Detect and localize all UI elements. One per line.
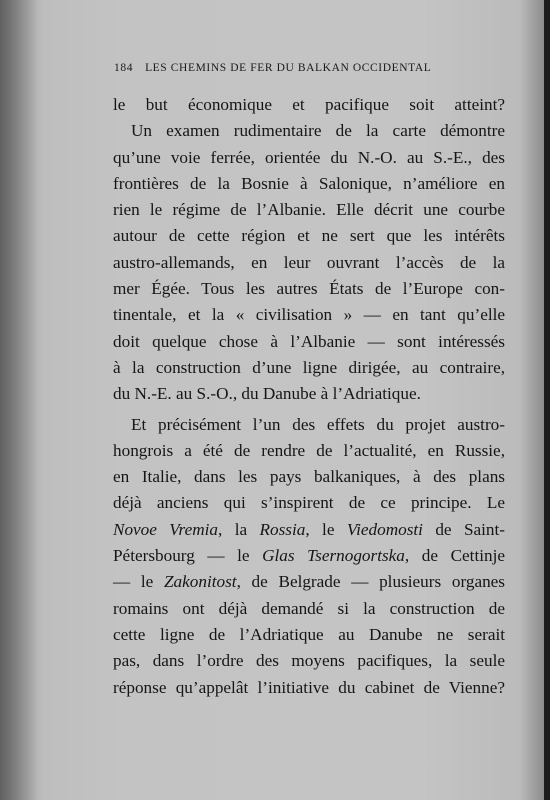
newspaper-title: Rossia	[259, 519, 306, 539]
text-line-with-titles: Novoe Vremia, la Rossia, le Viedomosti de Saint-	[113, 519, 506, 539]
text-line: le but économique et pacifique soit atteint?	[113, 95, 505, 114]
text-line: doit quelque chose à l’Albanie — sont intéressés	[113, 331, 505, 351]
text-line: rien le régime de l’Albanie. Elle décrit une courbe	[113, 200, 505, 220]
newspaper-title: Glas Tsernogortska	[262, 546, 405, 566]
text-line-with-titles: — le Zakonitost, de Belgrade — plusieurs organes	[113, 572, 505, 592]
text-line: qu’une voie ferrée, orientée du N.-O. au S.-E., des	[113, 147, 505, 167]
gutter-shadow	[0, 0, 38, 800]
running-title: LES CHEMINS DE FER DU BALKAN OCCIDENTAL	[145, 62, 432, 74]
text-line: hongrois a été de rendre de l’actualité, en Russie,	[113, 440, 505, 460]
page-number: 184	[114, 62, 134, 74]
text-line: réponse qu’appelât l’initiative du cabinet de Vienne?	[113, 677, 505, 697]
text-line-with-titles: Pétersbourg — le Glas Tsernogortska, de Cettinje	[113, 546, 505, 566]
paragraph-end-line: du N.-E. au S.-O., du Danube à l’Adriatique.	[113, 384, 421, 404]
running-header	[114, 62, 504, 74]
page-body	[113, 92, 505, 701]
text-line: autour de cette région et ne sert que les intérêts	[113, 226, 505, 246]
text-line: cette ligne de l’Adriatique au Danube ne serait	[113, 624, 505, 644]
text-line: pas, dans l’ordre des moyens pacifiques, la seule	[113, 651, 505, 671]
paragraph-start-line: Un examen rudimentaire de la carte démontre	[131, 121, 505, 141]
paragraph-start-line: Et précisément l’un des effets du projet austro-	[131, 414, 505, 434]
text-line: tinentale, et la « civilisation » — en tant qu’elle	[113, 305, 505, 325]
text-line: en Italie, dans les pays balkaniques, à des plans	[113, 467, 505, 487]
newspaper-title: Novoe Vremia	[113, 519, 218, 539]
text-line: austro-allemands, en leur ouvrant l’accès de la	[113, 252, 505, 272]
text-line: à la construction d’une ligne dirigée, au contraire,	[113, 357, 505, 377]
text-line: mer Égée. Tous les autres États de l’Europe con-	[113, 279, 505, 299]
text-line: romains ont déjà demandé si la construction de	[113, 598, 505, 618]
newspaper-title: Zakonitost	[163, 572, 237, 592]
page-edge	[544, 0, 550, 800]
text-line: déjà anciens qui s’inspirent de ce principe. Le	[113, 493, 505, 513]
text-line: frontières de la Bosnie à Salonique, n’améliore en	[113, 173, 505, 193]
newspaper-title: Viedomosti	[346, 519, 423, 539]
